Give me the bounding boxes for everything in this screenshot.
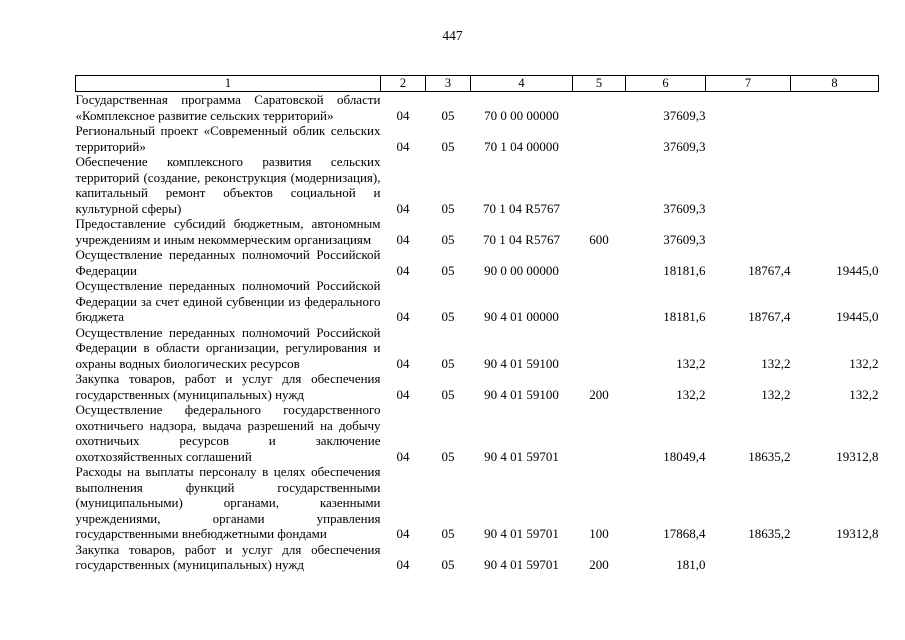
row-amount-year3: 19445,0 <box>836 262 879 278</box>
column-header-7: 7 <box>706 76 791 92</box>
row-expense-type <box>573 278 626 325</box>
column-header-4: 4 <box>471 76 573 92</box>
row-target-code: 70 1 04 R5767 <box>483 200 560 216</box>
row-amount-year2: 18635,2 <box>748 448 791 464</box>
page-number: 447 <box>442 28 463 43</box>
row-pr-code: 05 <box>441 448 455 464</box>
row-target-code: 90 4 01 59701 <box>484 526 559 541</box>
table-row <box>76 542 879 573</box>
table-row <box>76 92 879 124</box>
row-amount-year2: 18635,2 <box>748 526 791 541</box>
row-amount-year1: 37609,3 <box>663 138 706 154</box>
row-target-code: 90 4 01 59100 <box>484 355 559 371</box>
row-pr-code: 05 <box>441 355 455 371</box>
row-amount-year3: 19445,0 <box>836 309 879 324</box>
row-description: Осуществление переданных полномочий Российской Федерации за счет единой субвенции из федерального бюджета <box>75 278 381 324</box>
row-amount-year2: 18767,4 <box>748 309 791 324</box>
row-rz-code: 04 <box>396 309 410 324</box>
row-target-code: 70 1 04 R5767 <box>483 231 560 247</box>
row-target-code: 90 4 01 00000 <box>484 309 559 324</box>
row-amount-year1: 37609,3 <box>663 107 706 123</box>
row-amount-year1: 18181,6 <box>663 309 706 324</box>
row-expense-type: 600 <box>589 231 609 247</box>
row-expense-type <box>573 92 626 124</box>
row-description: Закупка товаров, работ и услуг для обеспечения государственных (муниципальных) нужд <box>75 371 381 402</box>
row-amount-year1: 37609,3 <box>663 200 706 216</box>
table-row <box>76 216 879 247</box>
row-rz-code: 04 <box>396 526 410 541</box>
row-expense-type <box>573 402 626 464</box>
row-rz-code: 04 <box>396 138 410 154</box>
column-header-2: 2 <box>381 76 426 92</box>
row-amount-year3 <box>791 154 879 216</box>
row-description: Осуществление переданных полномочий Российской Федерации в области организации, регулирования и охраны водных биологических ресурсов <box>75 324 381 371</box>
row-rz-code: 04 <box>396 448 410 464</box>
table-row <box>76 247 879 278</box>
row-amount-year2 <box>706 542 791 573</box>
row-pr-code: 05 <box>441 309 455 324</box>
row-pr-code: 05 <box>441 262 455 278</box>
row-description: Предоставление субсидий бюджетным, автономным учреждениям и иным некоммерческим организациям <box>75 216 381 247</box>
row-description: Осуществление переданных полномочий Российской Федерации <box>75 247 381 278</box>
row-target-code: 90 4 01 59701 <box>484 448 559 464</box>
row-amount-year2 <box>706 216 791 247</box>
row-description: Государственная программа Саратовской области «Комплексное развитие сельских территорий» <box>75 92 381 123</box>
row-amount-year1: 18049,4 <box>663 448 706 464</box>
row-expense-type: 200 <box>589 557 609 572</box>
row-rz-code: 04 <box>396 557 410 572</box>
table-body <box>76 92 879 573</box>
row-description: Расходы на выплаты персоналу в целях обеспечения выполнения функций государственными (муниципальными) органами, казенными учреждениями, органами управления государственными внебюджетными фондами <box>75 464 381 541</box>
row-amount-year2 <box>706 154 791 216</box>
table-row <box>76 371 879 402</box>
row-pr-code: 05 <box>441 138 455 154</box>
row-rz-code: 04 <box>396 231 410 247</box>
row-amount-year2: 18767,4 <box>748 262 791 278</box>
row-pr-code: 05 <box>441 386 455 402</box>
column-header-8: 8 <box>791 76 879 92</box>
column-header-6: 6 <box>626 76 706 92</box>
row-amount-year3: 132,2 <box>849 355 879 371</box>
row-rz-code: 04 <box>396 262 410 278</box>
row-pr-code: 05 <box>441 200 455 216</box>
row-expense-type <box>573 154 626 216</box>
row-amount-year2: 132,2 <box>761 386 791 402</box>
row-target-code: 90 0 00 00000 <box>484 262 559 278</box>
row-expense-type <box>573 123 626 154</box>
row-target-code: 90 4 01 59100 <box>484 386 559 402</box>
row-amount-year2 <box>706 92 791 124</box>
table-row <box>76 278 879 325</box>
row-expense-type <box>573 325 626 372</box>
row-amount-year3 <box>791 92 879 124</box>
row-amount-year3 <box>791 123 879 154</box>
row-expense-type <box>573 247 626 278</box>
row-amount-year1: 181,0 <box>676 557 706 572</box>
row-pr-code: 05 <box>441 107 455 123</box>
row-amount-year1: 17868,4 <box>663 526 706 541</box>
row-amount-year3: 19312,8 <box>836 526 879 541</box>
row-pr-code: 05 <box>441 557 455 572</box>
row-description: Осуществление федерального государственного охотничьего надзора, выдача разрешений на добычу охотничьих ресурсов и заключение охотхозяйственных соглашений <box>75 402 381 464</box>
row-description: Закупка товаров, работ и услуг для обеспечения государственных (муниципальных) нужд <box>75 541 381 572</box>
table-row <box>76 154 879 216</box>
row-amount-year1: 132,2 <box>676 355 706 371</box>
row-amount-year1: 132,2 <box>676 386 706 402</box>
column-header-5: 5 <box>573 76 626 92</box>
row-expense-type: 100 <box>589 526 609 541</box>
row-rz-code: 04 <box>396 355 410 371</box>
row-expense-type: 200 <box>589 386 609 402</box>
row-amount-year3: 19312,8 <box>836 448 879 464</box>
row-rz-code: 04 <box>396 200 410 216</box>
row-rz-code: 04 <box>396 386 410 402</box>
table-row <box>76 325 879 372</box>
column-header-3: 3 <box>426 76 471 92</box>
row-amount-year1: 37609,3 <box>663 231 706 247</box>
table-header-row <box>76 76 879 92</box>
row-amount-year3: 132,2 <box>849 386 879 402</box>
row-description: Региональный проект «Современный облик сельских территорий» <box>75 123 381 154</box>
table-row <box>76 464 879 542</box>
row-amount-year3 <box>791 542 879 573</box>
row-target-code: 70 1 04 00000 <box>484 138 559 154</box>
row-pr-code: 05 <box>441 231 455 247</box>
row-description: Обеспечение комплексного развития сельских территорий (создание, реконструкция (модернизация), капитальный ремонт объектов социальной и культурной сферы) <box>75 154 381 216</box>
row-amount-year2: 132,2 <box>761 355 791 371</box>
row-amount-year2 <box>706 123 791 154</box>
row-pr-code: 05 <box>441 526 455 541</box>
row-amount-year3 <box>791 216 879 247</box>
row-target-code: 70 0 00 00000 <box>484 107 559 123</box>
row-rz-code: 04 <box>396 107 410 123</box>
column-header-1: 1 <box>76 76 381 92</box>
table-row <box>76 402 879 464</box>
table-row <box>76 123 879 154</box>
row-target-code: 90 4 01 59701 <box>484 557 559 572</box>
budget-table <box>75 75 879 573</box>
row-amount-year1: 18181,6 <box>663 262 706 278</box>
